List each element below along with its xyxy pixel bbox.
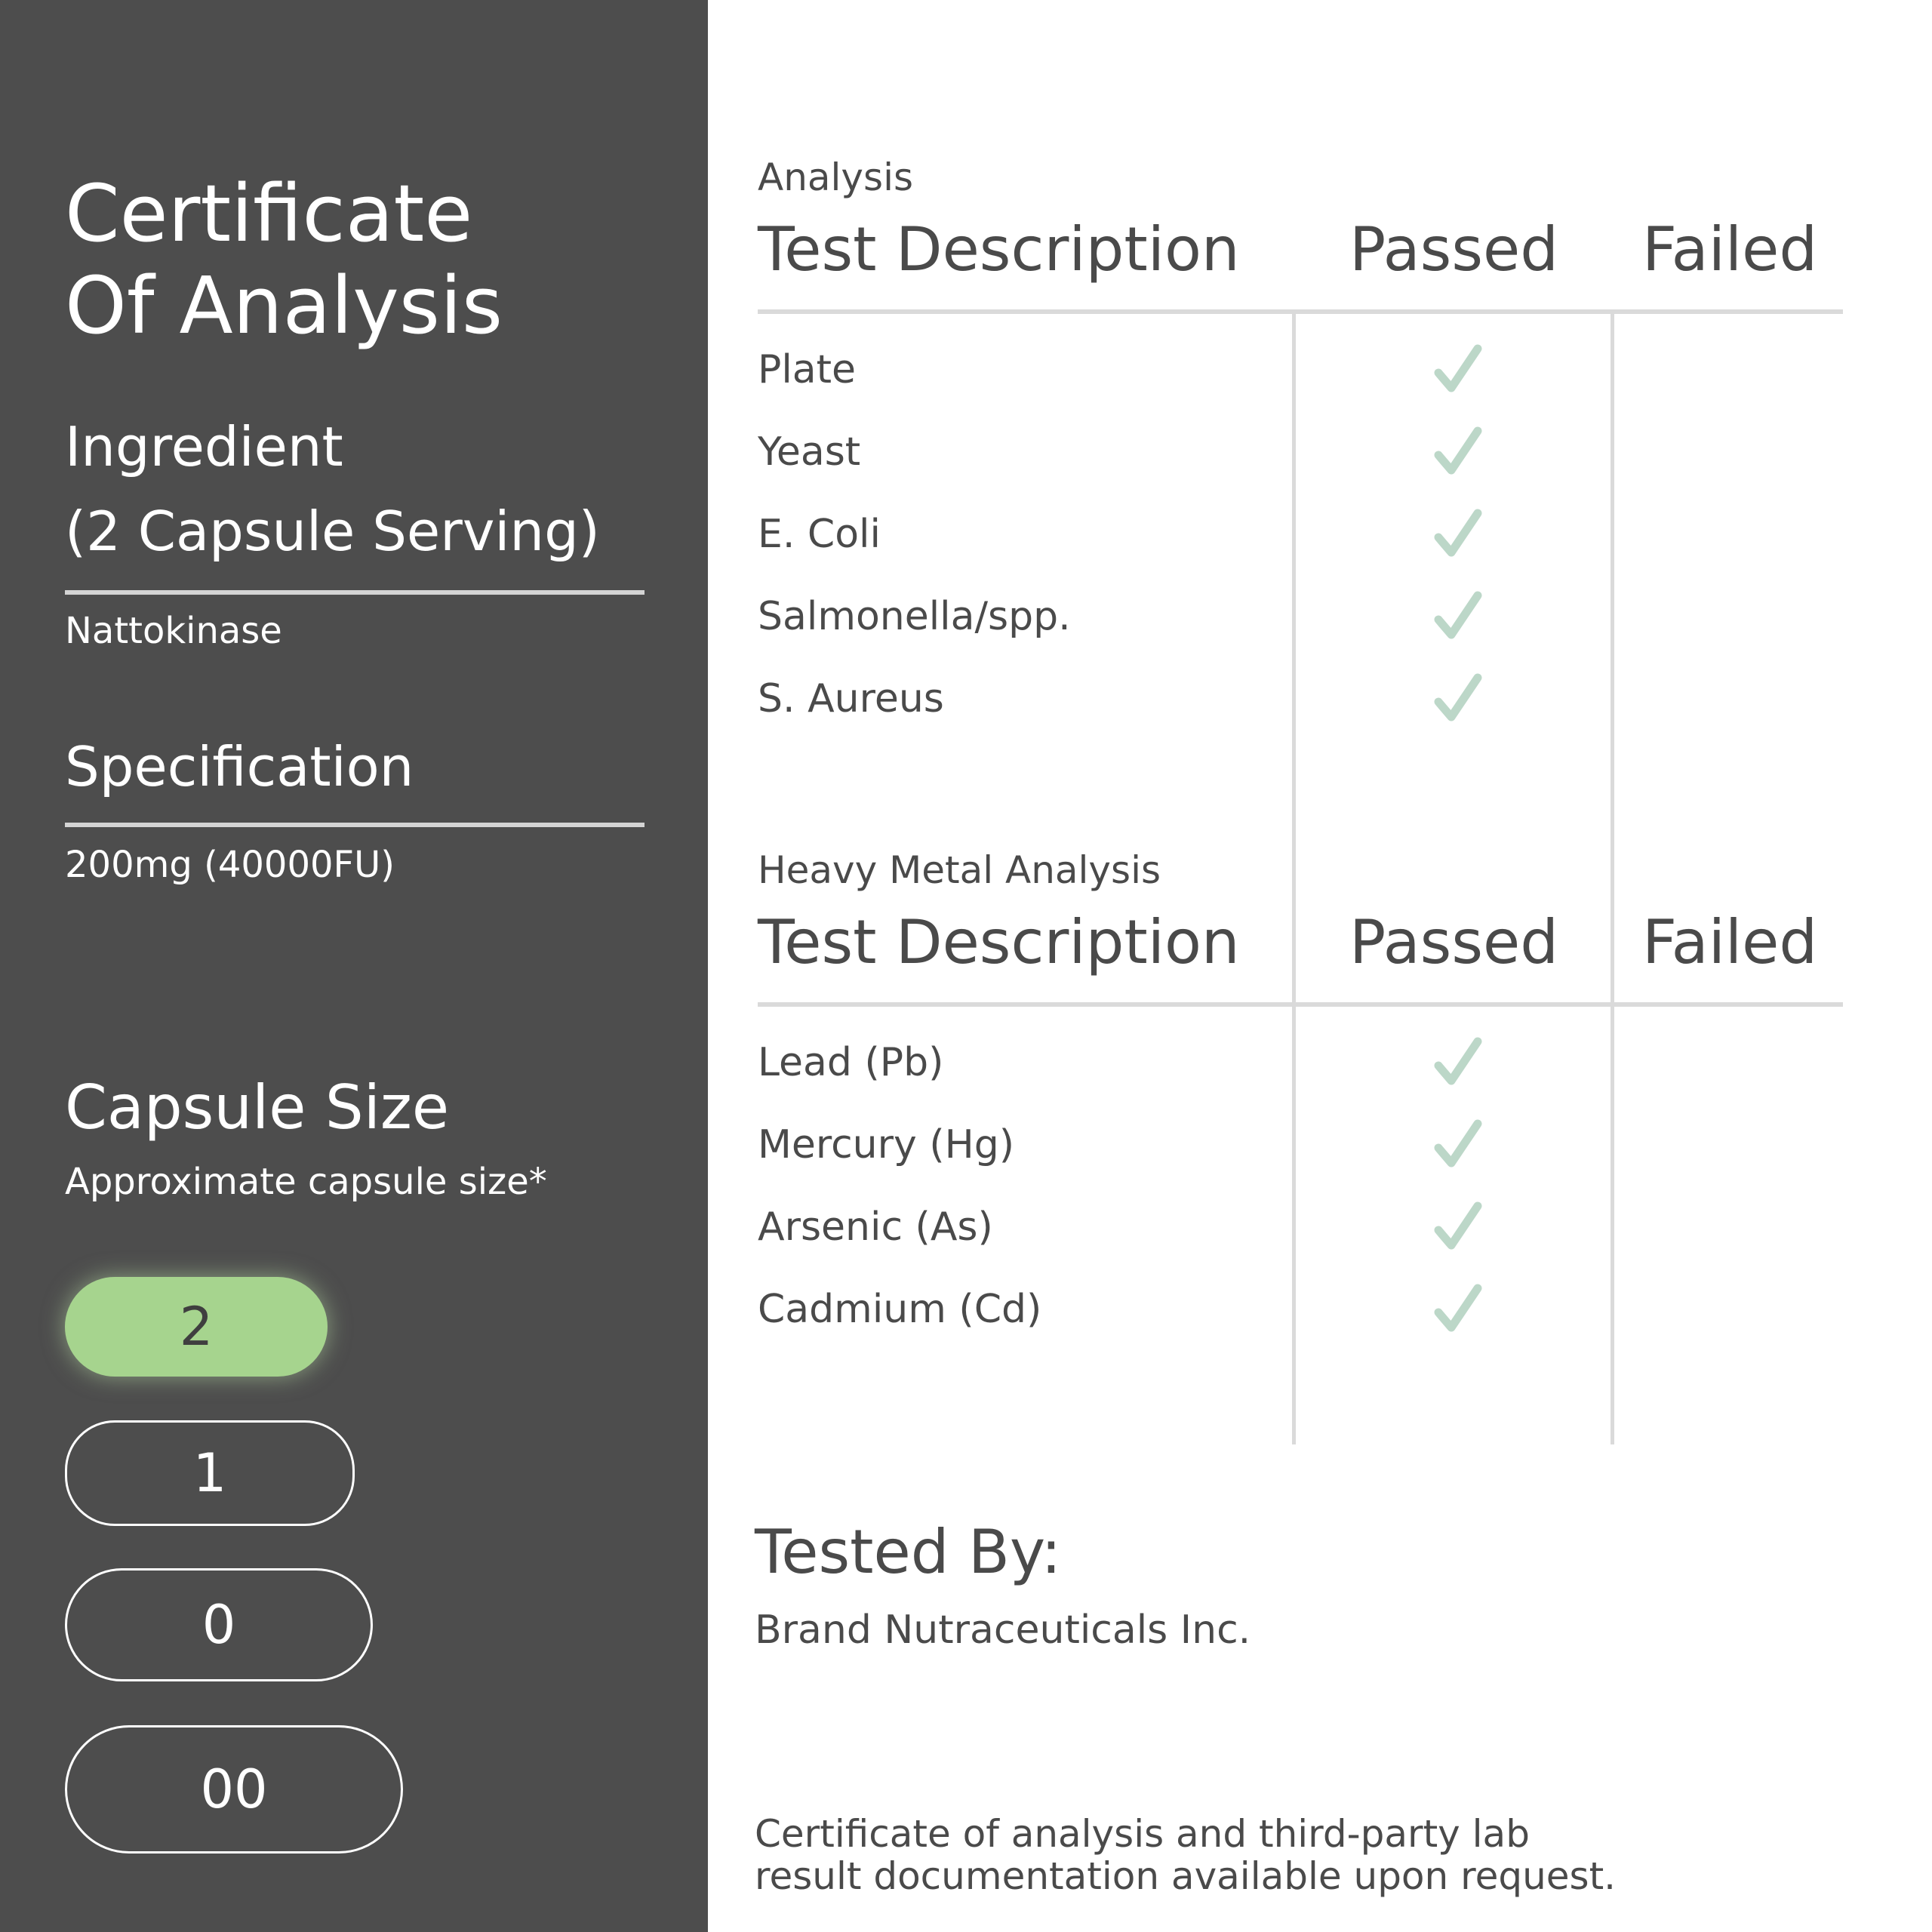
check-icon [1428,1198,1488,1259]
heavy-metal-header-divider [758,1002,1843,1007]
heavy-metal-row-cadmium [758,1272,1843,1354]
heavy-metal-section-label: Heavy Metal Analysis [758,848,1161,892]
footnote-line-2: result documentation available upon request. [755,1854,1617,1898]
ingredient-heading [65,405,600,574]
analysis-header-description: Test Description [758,214,1240,285]
analysis-row-s-aureus [758,661,1843,743]
analysis-row-plate [758,332,1843,414]
test-description: Plate [758,347,857,392]
passed-column-divider [1292,314,1296,1444]
heavy-metal-header-description: Test Description [758,907,1240,977]
specification-value: 200mg (40000FU) [65,844,395,886]
check-icon [1428,1034,1488,1094]
test-description: Mercury (Hg) [758,1122,1015,1168]
test-description: Yeast [758,429,861,475]
capsule-size-label: 00 [200,1758,268,1820]
capsule-size-label: 2 [179,1296,214,1358]
heavy-metal-header-failed: Failed [1642,907,1818,977]
specification-divider [65,823,645,827]
test-description: Cadmium (Cd) [758,1287,1042,1332]
analysis-row-e-coli [758,497,1843,579]
results-panel [708,0,1932,1932]
page-title [65,168,684,352]
failed-column-divider [1611,314,1614,1444]
capsule-size-subheading: Approximate capsule size* [65,1161,547,1203]
heavy-metal-row-lead [758,1025,1843,1107]
check-icon [1428,670,1488,731]
heavy-metal-header-passed: Passed [1349,907,1559,977]
check-icon [1428,1281,1488,1341]
analysis-header-passed: Passed [1349,214,1559,285]
analysis-section-label: Analysis [758,155,914,199]
sidebar-panel [0,0,708,1932]
check-icon [1428,1116,1488,1177]
tested-by-company: Brand Nutraceuticals Inc. [755,1607,1251,1653]
test-description: S. Aureus [758,676,944,721]
capsule-size-option-00[interactable] [65,1725,403,1854]
capsule-size-option-2[interactable] [65,1277,328,1377]
capsule-size-option-1[interactable] [65,1420,355,1526]
check-icon [1428,506,1488,566]
test-description: E. Coli [758,512,881,557]
title-line-2: Of Analysis [65,260,503,352]
capsule-size-heading: Capsule Size [65,1072,450,1143]
heavy-metal-row-arsenic [758,1189,1843,1272]
capsule-size-option-0[interactable] [65,1568,373,1681]
capsule-size-label: 1 [192,1442,227,1504]
check-icon [1428,588,1488,648]
test-description: Salmonella/spp. [758,594,1071,639]
check-icon [1428,341,1488,401]
footnote-line-1: Certificate of analysis and third-party lab [755,1812,1530,1856]
test-description: Lead (Pb) [758,1040,944,1085]
title-line-1: Certificate [65,168,473,260]
availability-footnote [755,1813,1811,1897]
ingredient-divider [65,590,645,595]
ingredient-value: Nattokinase [65,610,282,652]
specification-heading: Specification [65,735,414,798]
check-icon [1428,423,1488,484]
analysis-header-failed: Failed [1642,214,1818,285]
capsule-size-label: 0 [202,1594,236,1656]
analysis-header-divider [758,309,1843,314]
test-description: Arsenic (As) [758,1204,993,1250]
analysis-row-yeast [758,414,1843,497]
tested-by-heading: Tested By: [755,1517,1062,1587]
ingredient-heading-line-1: Ingredient [65,415,343,478]
analysis-row-salmonella [758,579,1843,661]
heavy-metal-row-mercury [758,1107,1843,1189]
ingredient-heading-line-2: (2 Capsule Serving) [65,500,600,563]
